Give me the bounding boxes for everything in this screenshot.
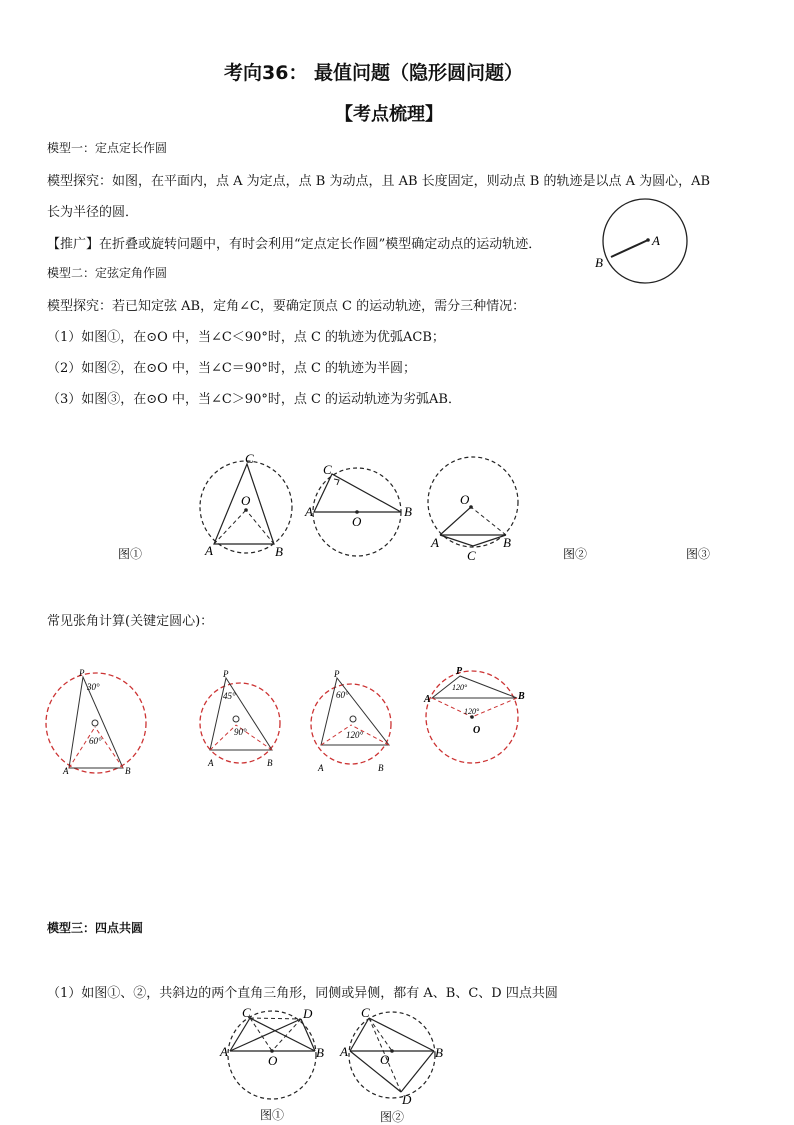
- angle-figure-45: [195, 668, 305, 778]
- model3-caption-1: 图①: [260, 1108, 285, 1122]
- model1-radius-ab: [611, 240, 648, 257]
- angle2-label-a: A: [208, 758, 214, 768]
- angle-figure-30: [45, 668, 155, 778]
- model3-heading: 模型三：四点共圆: [47, 921, 144, 935]
- model2-heading: 模型二：定弦定角作圆: [47, 266, 168, 280]
- fig2-label-o: O: [352, 514, 362, 529]
- angle4-center: 120°: [464, 707, 480, 716]
- m3fig2-label-d: D: [402, 1092, 412, 1107]
- angle2-center: 90°: [234, 727, 247, 737]
- angle3-label-a: A: [318, 763, 324, 773]
- angle1-label-p: P: [79, 668, 85, 678]
- angle3-label-p: P: [334, 669, 340, 679]
- m3fig1-label-d: D: [303, 1006, 313, 1021]
- fig3-label-a: A: [431, 535, 439, 550]
- angle3-top: 60°: [336, 690, 349, 700]
- fig2-label-b: B: [404, 504, 412, 519]
- fig3-label-c: C: [467, 548, 476, 563]
- angle3-center: 120°: [346, 730, 364, 740]
- angle-figure-120: [424, 662, 534, 772]
- angle2-top: 45°: [223, 691, 236, 701]
- section-subtitle: 【考点梳理】: [335, 104, 443, 125]
- fig2-label-c: C: [323, 462, 332, 477]
- m3fig1-label-c: C: [242, 1005, 251, 1020]
- angle1-label-a: A: [63, 766, 69, 776]
- m3fig1-label-o: O: [268, 1053, 278, 1068]
- model2-figure-2: [303, 462, 423, 562]
- model3-caption-2: 图②: [380, 1110, 405, 1124]
- angle4-label-p: P: [456, 666, 463, 677]
- model3-figure-1: [222, 1006, 342, 1106]
- angle3-label-b: B: [378, 763, 384, 773]
- model2-caption-1: 图①: [118, 547, 143, 561]
- fig1-label-o: O: [241, 493, 251, 508]
- fig2-label-a: A: [305, 504, 313, 519]
- angle4-label-b: B: [518, 691, 525, 702]
- angle-figure-60: [306, 668, 416, 778]
- angle4-top: 120°: [452, 683, 468, 692]
- model2-case3: （3）如图③，在⊙O 中，当∠C＞90°时，点 C 的运动轨迹为劣弧AB．: [47, 392, 461, 407]
- model2-case1: （1）如图①，在⊙O 中，当∠C＜90°时，点 C 的轨迹为优弧ACB；: [47, 330, 445, 345]
- model3-case1: （1）如图①、②，共斜边的两个直角三角形，同侧或异侧，都有 A、B、C、D 四点共圆: [47, 986, 558, 1001]
- angle1-label-b: B: [125, 766, 131, 776]
- model2-caption-3: 图③: [686, 547, 711, 561]
- model1-text-line1: 模型探究：如图，在平面内，点 A 为定点，点 B 为动点，且 AB 长度固定，则动点 B 的轨迹是以点 A 为圆心，AB: [47, 174, 711, 189]
- model2-figure-3: [422, 452, 532, 562]
- model2-figure-1: [195, 452, 305, 572]
- model2-caption-2: 图②: [563, 547, 588, 561]
- angle4-label-o: O: [473, 725, 481, 736]
- m3fig1-label-a: A: [220, 1044, 228, 1059]
- model3-figure-2: [342, 1006, 462, 1106]
- fig1-label-c: C: [245, 451, 254, 466]
- label-a: A: [652, 233, 660, 248]
- model1-text-line2: 长为半径的圆．: [47, 205, 139, 220]
- angle2-label-p: P: [223, 669, 229, 679]
- fig1-label-a: A: [205, 543, 213, 558]
- m3fig2-label-a: A: [340, 1044, 348, 1059]
- model2-intro: 模型探究：若已知定弦 AB，定角∠C，要确定顶点 C 的运动轨迹，需分三种情况：: [47, 299, 526, 314]
- m3fig2-label-c: C: [361, 1005, 370, 1020]
- m3fig2-label-b: B: [435, 1045, 443, 1060]
- angle2-label-b: B: [267, 758, 273, 768]
- angle1-center: 60°: [89, 736, 102, 746]
- fig1-label-b: B: [275, 544, 283, 559]
- fig3-label-o: O: [460, 492, 470, 507]
- label-b: B: [595, 255, 603, 270]
- model1-note: 【推广】在折叠或旋转问题中，有时会利用“定点定长作圆”模型确定动点的运动轨迹．: [47, 237, 542, 252]
- model1-circle-figure: [595, 195, 698, 295]
- m3fig1-label-b: B: [316, 1045, 324, 1060]
- angle1-top: 30°: [87, 682, 100, 692]
- fig3-label-b: B: [503, 535, 511, 550]
- m3fig2-label-o: O: [380, 1052, 390, 1067]
- model1-heading: 模型一：定点定长作圆: [47, 141, 168, 155]
- page-title: 考向36： 最值问题（隐形圆问题）: [224, 62, 524, 84]
- model2-case2: （2）如图②，在⊙O 中，当∠C＝90°时，点 C 的轨迹为半圆；: [47, 361, 417, 376]
- angle4-label-a: A: [424, 694, 431, 705]
- angles-heading: 常见张角计算(关键定圆心)：: [47, 614, 214, 629]
